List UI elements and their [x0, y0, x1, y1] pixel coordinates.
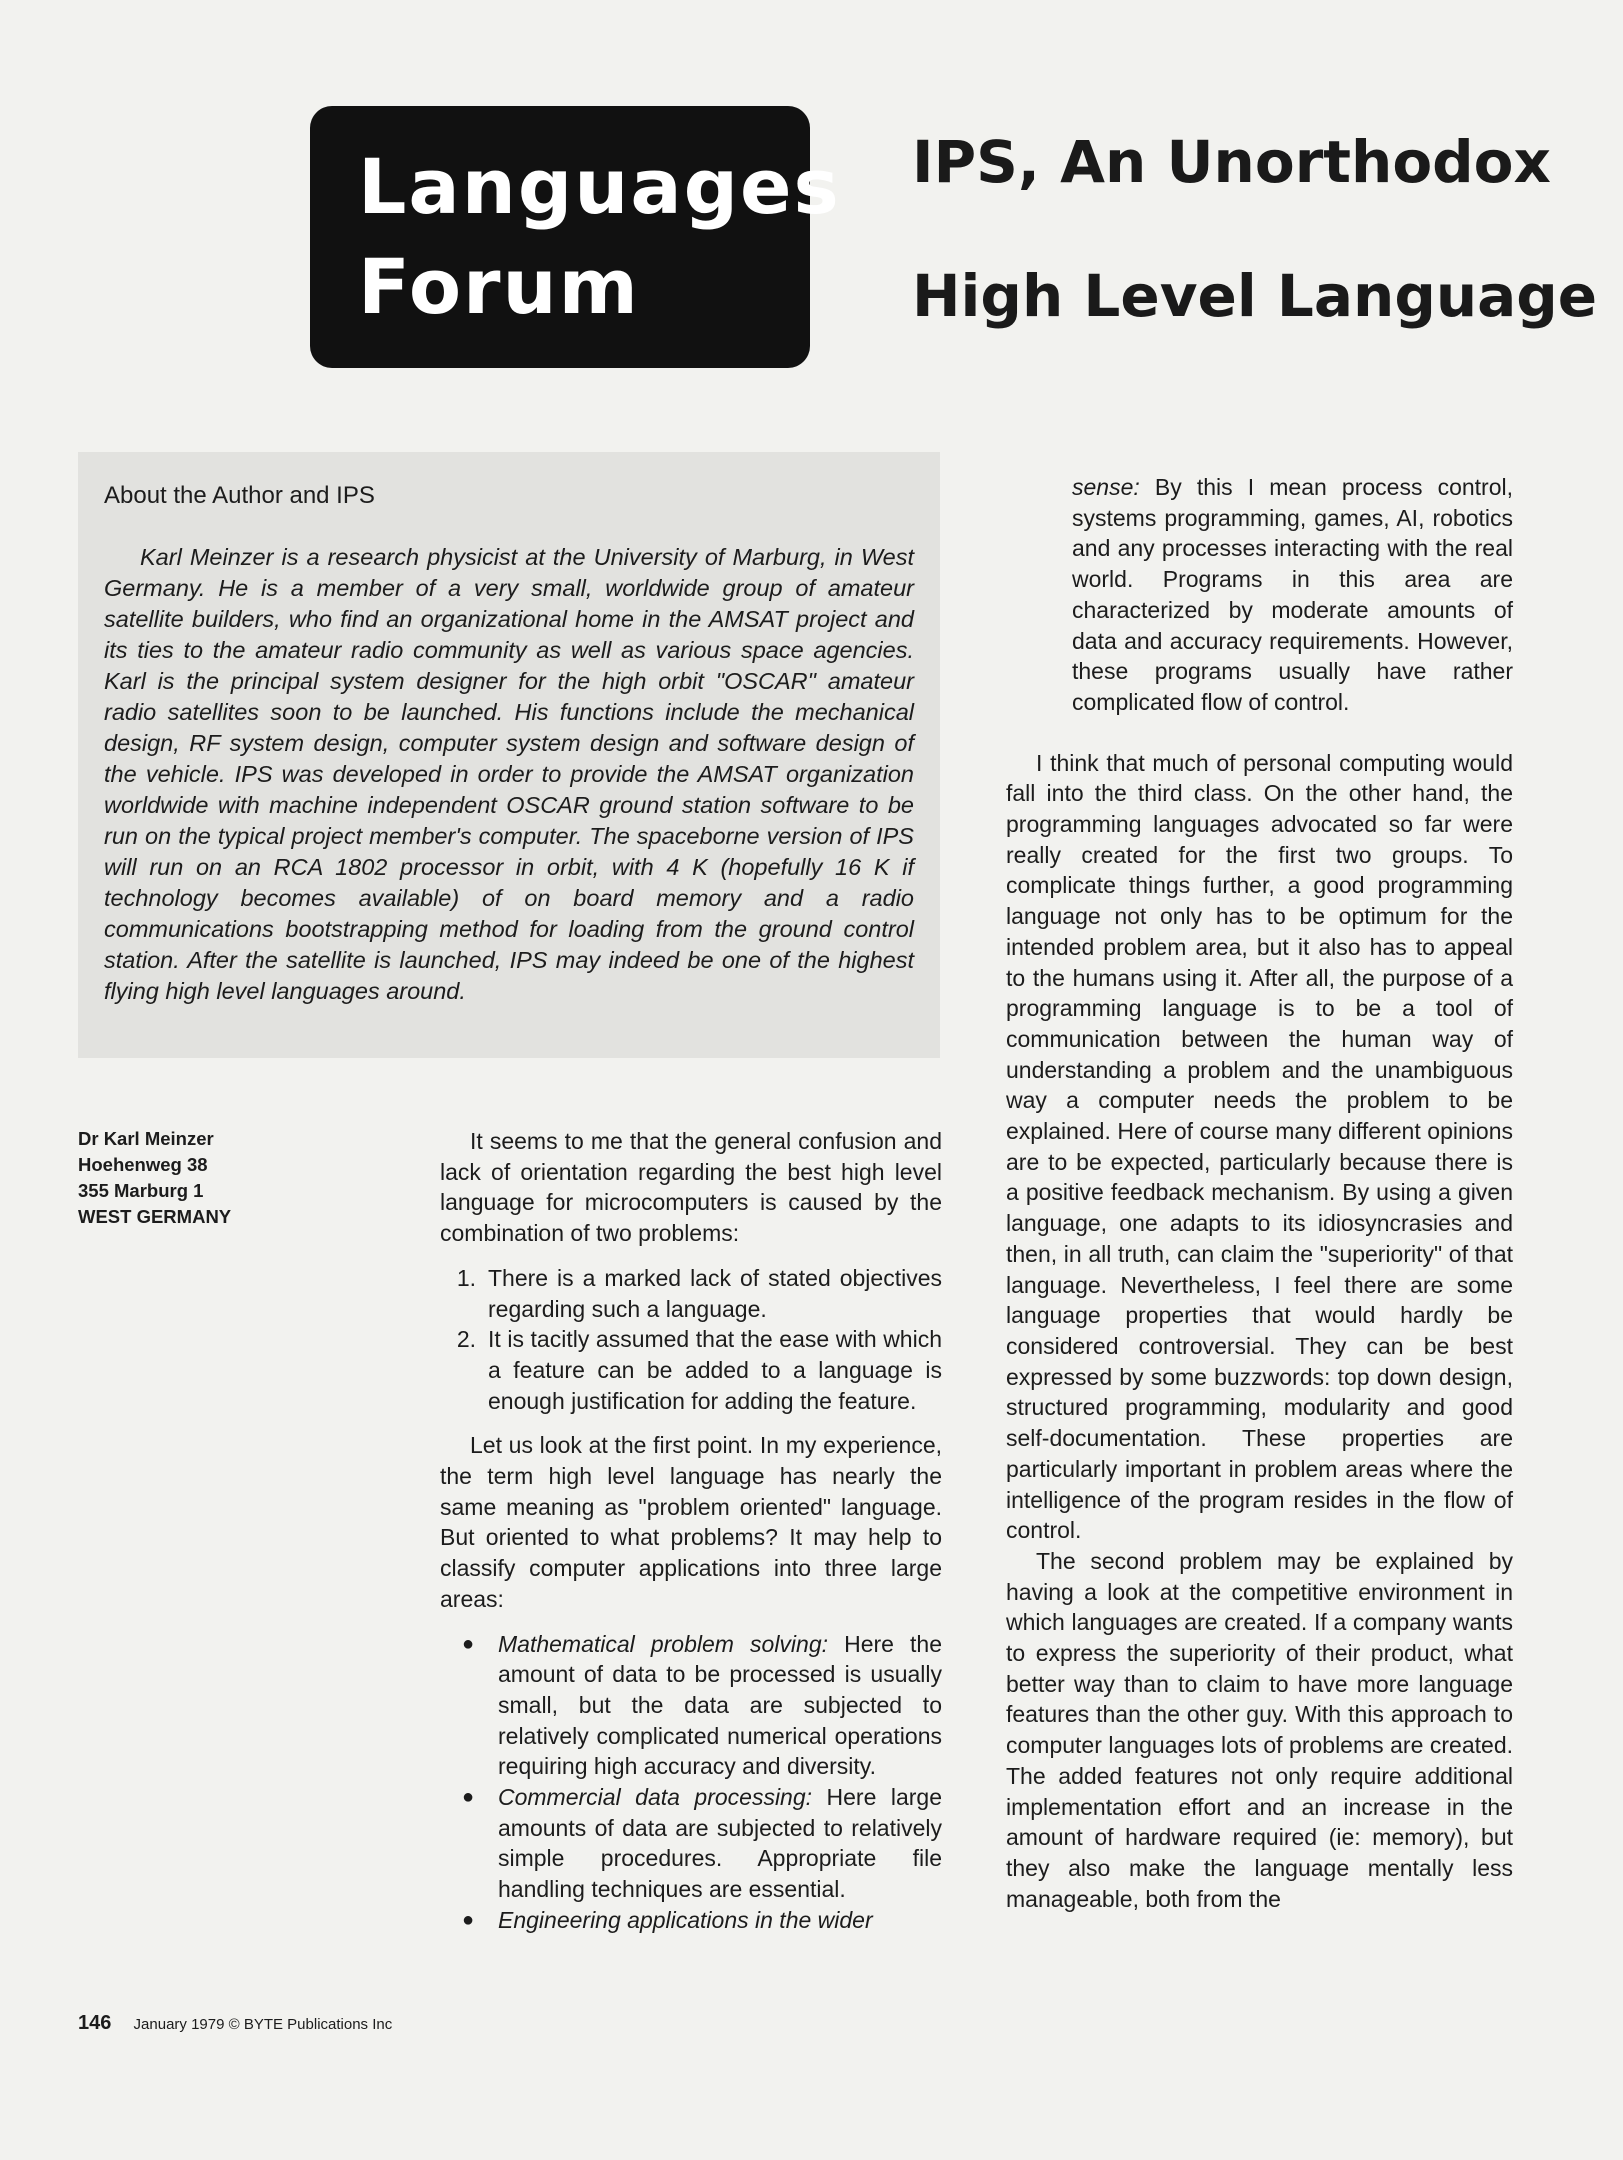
list-item [440, 1629, 942, 1783]
bullet-term: Commercial data processing: [498, 1784, 813, 1811]
bullet-icon: ● [462, 1786, 475, 1809]
address-city: 355 Marburg 1 [78, 1180, 204, 1201]
bullet-icon: ● [462, 1632, 475, 1655]
page-footer [78, 2012, 392, 2035]
right-continuation [1006, 472, 1513, 718]
article-title-line-1: IPS, An Unorthodox [912, 128, 1551, 196]
list-number: 2. [456, 1326, 476, 1353]
right-column [1006, 472, 1513, 1914]
middle-column [440, 1126, 942, 1936]
author-address [78, 1126, 318, 1230]
middle-paragraph-1: It seems to me that the general confusion and lack of orientation regarding the best high level language for microcomputers is caused by the combination of two problems: [440, 1128, 942, 1247]
list-number: 1. [456, 1264, 476, 1291]
list-item [440, 1263, 942, 1324]
continuation-text: By this I mean process control, systems programming, games, AI, robotics and any processes interacting with the real world. Programs in this area are characterized by moderate amounts of data and accuracy requirements. However, these programs usually have rather complicated flow of control. [1072, 474, 1513, 715]
footer-credit: January 1979 © BYTE Publications Inc [133, 2016, 393, 2033]
address-country: WEST GERMANY [78, 1206, 232, 1227]
continuation-term: sense: [1072, 474, 1140, 500]
list-text: It is tacitly assumed that the ease with which a feature can be added to a language is enough justification for adding the feature. [488, 1326, 942, 1414]
bullet-text: Here the amount of data to be processed is usually small, but the data are subjected to relatively complicated numerical operations requiring high accuracy and diversity. [498, 1630, 942, 1780]
middle-paragraph-2: Let us look at the first point. In my experience, the term high level language has nearly the same meaning as "problem oriented" language. But oriented to what problems? It may help to classify computer applications into three large areas: [440, 1432, 942, 1612]
languages-forum-badge [310, 106, 841, 368]
bullet-term: Mathematical problem solving: [498, 1630, 829, 1657]
about-author-heading: About the Author and IPS [104, 482, 375, 509]
badge-line-2: Forum [358, 242, 640, 331]
right-paragraph-2: The second problem may be explained by having a look at the competitive environment in which languages are created. If a company wants to express the superiority of their product, what better way than to claim to have more language features than the other guy. With this approach to computer languages lots of problems are created. The added features not only require additional implementation effort and an increase in the amount of hardware required (ie: memory), but they also make the language mentally less manageable, both from the [1006, 1547, 1513, 1912]
article-title-line-2: High Level Language [912, 262, 1598, 330]
application-areas-list [440, 1629, 942, 1936]
about-author-bio: Karl Meinzer is a research physicist at the University of Marburg, in West Germany. He is a member of a very small, worldwide group of amateur satellite builders, who find an organizational home in the AMSAT project and its ties to the amateur radio community as well as various space agencies. Karl is the principal system designer for the high orbit "OSCAR" amateur radio satellites soon to be launched. His functions include the mechanical design, RF system design, computer system design and software design of the vehicle. IPS was developed in order to provide the AMSAT organization worldwide with machine independent OSCAR ground station software to be run on the typical project member's computer. The spaceborne version of IPS will run on an RCA 1802 processor in orbit, with 4 K (hopefully 16 K if technology becomes available) of on board memory and a radio communications bootstrapping method for loading from the ground control station. After the satellite is launched, IPS may indeed be one of the highest flying high level languages around. [104, 544, 914, 1004]
problem-list [440, 1263, 942, 1417]
list-item [440, 1782, 942, 1905]
list-item [440, 1905, 942, 1936]
bullet-term: Engineering applications in the wider [498, 1906, 873, 1933]
address-street: Hoehenweg 38 [78, 1154, 208, 1175]
address-name: Dr Karl Meinzer [78, 1128, 214, 1149]
page-number: 146 [78, 2012, 112, 2034]
badge-line-1: Languages [358, 142, 841, 231]
bullet-icon: ● [462, 1908, 475, 1931]
right-paragraph-1: I think that much of personal computing would fall into the third class. On the other hand, the programming languages advocated so far were really created for the first two groups. To complicate things further, a good programming language not only has to be optimum for the intended problem area, but it also has to appeal to the humans using it. After all, the purpose of a programming language is to be a tool of communication between the human way of understanding a problem and the unambiguous way a computer needs the problem to be explained. Here of course many different opinions are to be expected, particularly because there is a positive feedback mechanism. By using a given language, one adapts to its idiosyncrasies and then, in all truth, can claim the "superiority" of that language. Nevertheless, I feel there are some language properties that would hardly be considered controversial. They can be best expressed by some buzzwords: top down design, structured programming, modularity and good self-documentation. These properties are particularly important in problem areas where the intelligence of the program resides in the flow of control. [1006, 749, 1513, 1544]
bullet-text: Here large amounts of data are subjected to relatively simple procedures. Appropriate file handling techniques are essential. [498, 1784, 942, 1903]
list-text: There is a marked lack of stated objectives regarding such a language. [488, 1264, 942, 1322]
list-item [440, 1324, 942, 1416]
about-author-box [78, 452, 940, 1058]
